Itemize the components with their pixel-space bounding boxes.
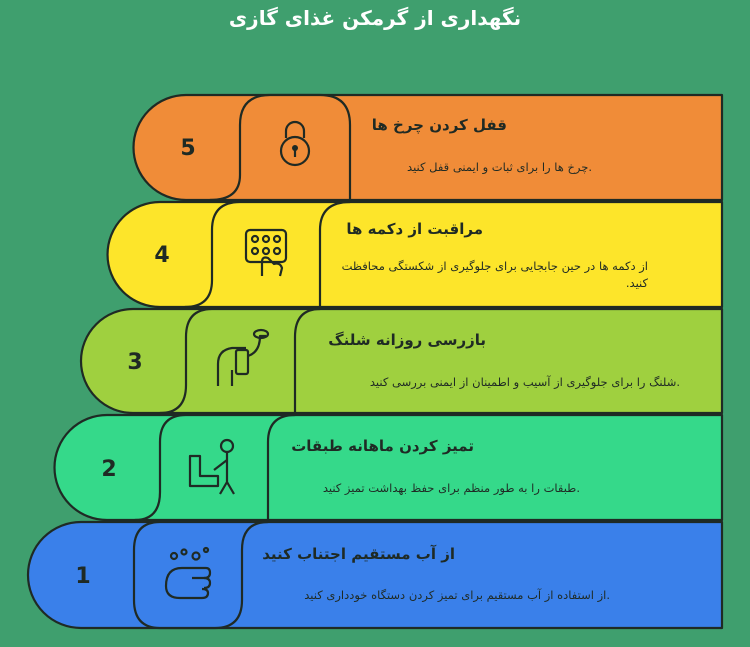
step-5-heading: قفل کردن چرخ ها (371, 116, 507, 134)
step-1-description: .از استفاده از آب مستقیم برای تمیز کردن دستگاه خودداری کنید (304, 588, 610, 602)
step-3-description: .شلنگ را برای جلوگیری از آسیب و اطمینان از ایمنی بررسی کنید (369, 375, 680, 389)
step-3-heading: بازرسی روزانه شلنگ (328, 331, 486, 349)
step-4-number: 4 (154, 243, 170, 268)
step-1-heading: از آب مستقیم اجتناب کنید (262, 545, 455, 563)
step-5-description: .چرخ ها را برای ثبات و ایمنی قفل کنید (407, 160, 592, 174)
page-title: نگهداری از گرمکن غذای گازی (228, 6, 522, 30)
step-1 (28, 522, 722, 628)
step-4-heading: مراقبت از دکمه ها (346, 220, 483, 238)
step-5-number: 5 (180, 136, 196, 161)
step-5-band (134, 95, 723, 200)
step-3-number: 3 (127, 350, 143, 375)
step-2-band (55, 415, 723, 520)
step-2-number: 2 (101, 457, 117, 482)
step-1-band (28, 522, 722, 628)
step-3 (81, 309, 722, 413)
step-2-description: .طبقات را به طور منظم برای حفظ بهداشت تمیز کنید (322, 481, 580, 495)
step-2 (55, 415, 723, 520)
step-2-heading: تمیز کردن ماهانه طبقات (291, 437, 474, 455)
step-5 (134, 95, 723, 200)
step-3-band (81, 309, 722, 413)
step-4-description: از دکمه ها در حین جابجایی برای جلوگیری از شکستگی محافظت کنید. (341, 259, 648, 290)
step-1-number: 1 (75, 564, 91, 589)
